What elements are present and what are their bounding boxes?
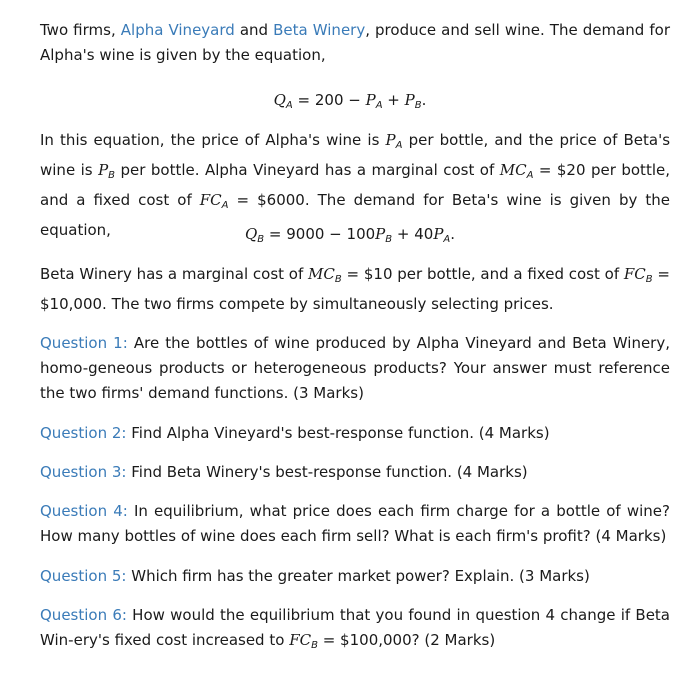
equation-demand-alpha: $Q_A = 200 - P_A + P_B$. <box>273 91 427 111</box>
question-5: Question 5: Which firm has the greater market power? Explain. (3 Marks) <box>40 567 590 585</box>
beta-cost-paragraph: Beta Winery has a marginal cost of $MC_B$ = $10 per bottle, and a fixed cost of $FC_B$ = $10,000. The two firms compete by simultaneously selecting prices. <box>40 265 670 313</box>
beta-winery-link[interactable]: Beta Winery <box>273 21 366 39</box>
question-3: Question 3: Find Beta Winery's best-response function. (4 Marks) <box>40 463 528 481</box>
question-4-label: Question 4: <box>40 502 128 520</box>
question-4: Question 4: In equilibrium, what price does each firm charge for a bottle of wine? How many bottles of wine does each firm sell? What is each firm's profit? (4 Marks) <box>40 502 670 545</box>
alpha-cost-paragraph: In this equation, the price of Alpha's wine is $P_A$ per bottle, and the price of Beta's wine is $P_B$ per bottle. Alpha Vineyard has a marginal cost of $MC_A$ = $20 per bottle, and a fixed cost of $FC_A$ = $6000. The demand for Beta's wine is given by the equation, <box>40 131 671 239</box>
question-2-label: Question 2: <box>40 424 127 442</box>
question-5-label: Question 5: <box>40 567 127 585</box>
equation-demand-beta: $Q_B = 9000 - 100P_B + 40P_A$. <box>244 225 456 245</box>
question-1: Question 1: Are the bottles of wine produced by Alpha Vineyard and Beta Winery, homo-geneous products or heterogeneous products? Your answer must reference the two firms' demand functions. (3 Marks) <box>40 334 670 402</box>
question-3-label: Question 3: <box>40 463 127 481</box>
intro-paragraph: Two firms, Alpha Vineyard and Beta Winery, produce and sell wine. The demand for Alpha's wine is given by the equation, <box>40 21 670 64</box>
question-6: Question 6: How would the equilibrium that you found in question 4 change if Beta Win-ery's fixed cost increased to $FC_B$ = $100,000? (2 Marks) <box>40 606 670 651</box>
question-2: Question 2: Find Alpha Vineyard's best-response function. (4 Marks) <box>40 424 550 442</box>
question-1-label: Question 1: <box>40 334 128 352</box>
question-6-label: Question 6: <box>40 606 127 624</box>
alpha-vineyard-link[interactable]: Alpha Vineyard <box>120 21 235 39</box>
